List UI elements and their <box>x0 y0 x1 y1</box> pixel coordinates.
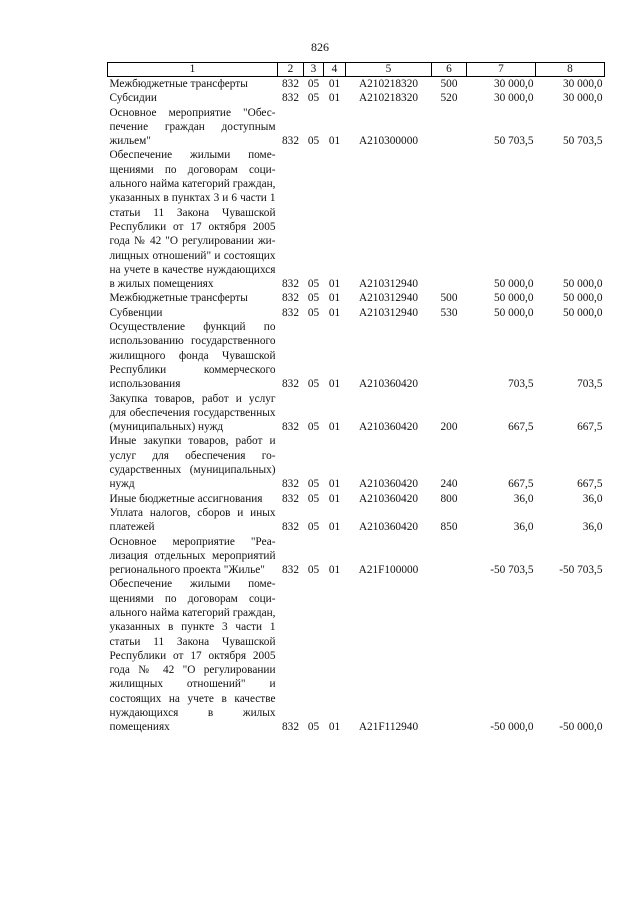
row-code: 832 <box>282 492 299 505</box>
row-name: Субсидии <box>109 92 157 105</box>
table-row <box>108 492 605 506</box>
row-name: Обеспечение жилыми помещениями по договорам социального найма категорий граждан, указанных в пунктах 3 и 6 части 1 статьи 11 Закона Чувашской Республики от 17 октября 2005 года № 42 "О регулировании жилищных отношений" и состоящих на учете в качестве нуждающихся в жилых помещениях <box>109 149 276 291</box>
row-name: Межбюджетные трансферты <box>109 78 248 90</box>
header-col-4: 4 <box>324 63 346 77</box>
row-amount-1: 50 000,0 <box>493 292 534 305</box>
row-subsection: 01 <box>328 92 341 105</box>
row-amount-2: 50 000,0 <box>562 306 603 319</box>
header-col-8: 8 <box>536 63 605 77</box>
header-col-6: 6 <box>432 63 467 77</box>
row-code: 832 <box>282 292 299 305</box>
table-row <box>108 434 605 491</box>
row-target-article: А210312940 <box>359 292 418 305</box>
row-target-article: А21F100000 <box>358 564 419 577</box>
row-section: 05 <box>307 721 320 734</box>
row-code: 832 <box>282 306 299 319</box>
row-amount-1: 50 703,5 <box>493 135 534 148</box>
row-subsection: 01 <box>328 135 341 148</box>
table-row <box>108 77 605 92</box>
row-name: Межбюджетные трансферты <box>109 292 248 305</box>
budget-table <box>107 62 605 735</box>
row-section: 05 <box>307 478 320 491</box>
row-target-article: А210360420 <box>359 492 418 505</box>
row-expense-type <box>432 535 467 578</box>
row-target-article: А210360420 <box>359 521 418 534</box>
row-target-article: А210218320 <box>359 78 418 90</box>
table-row <box>108 306 605 320</box>
row-amount-1: -50 703,5 <box>490 564 534 577</box>
row-section: 05 <box>307 292 320 305</box>
row-amount-2: 50 000,0 <box>562 292 603 305</box>
table-row <box>108 320 605 391</box>
row-code: 832 <box>282 135 299 148</box>
row-amount-2: 667,5 <box>577 478 603 491</box>
row-section: 05 <box>307 521 320 534</box>
row-amount-1: 30 000,0 <box>493 78 534 90</box>
row-expense-type: 530 <box>440 306 458 319</box>
row-subsection: 01 <box>328 421 341 434</box>
row-amount-2: 36,0 <box>582 492 603 505</box>
row-name: Субвенции <box>109 306 163 319</box>
row-amount-1: 36,0 <box>513 521 534 534</box>
table-row <box>108 91 605 105</box>
row-name: Осуществление функций по использованию государственного жилищного фонда Чувашской Республики коммерческого использования <box>109 321 276 391</box>
row-code: 832 <box>282 278 299 291</box>
row-name: Основное мероприятие "Реализация отдельных мероприятий регионального проекта "Жилье" <box>109 535 276 577</box>
row-name: Уплата налогов, сборов и иных платежей <box>109 506 276 534</box>
row-section: 05 <box>307 306 320 319</box>
row-code: 832 <box>282 721 299 734</box>
row-subsection: 01 <box>328 78 341 90</box>
row-amount-1: 50 000,0 <box>493 306 534 319</box>
row-expense-type: 800 <box>440 492 458 505</box>
row-amount-1: 703,5 <box>508 378 534 391</box>
row-subsection: 01 <box>328 521 341 534</box>
row-amount-2: 30 000,0 <box>562 92 603 105</box>
row-expense-type <box>432 148 467 291</box>
row-target-article: А210360420 <box>359 378 418 391</box>
table-row <box>108 106 605 149</box>
row-subsection: 01 <box>328 478 341 491</box>
row-code: 832 <box>282 78 299 90</box>
row-subsection: 01 <box>328 721 341 734</box>
row-name: Иные закупки товаров, работ и услуг для обеспечения государственных (муниципальных) нужд <box>109 435 276 491</box>
table-header <box>108 63 605 77</box>
table-row <box>108 392 605 435</box>
row-code: 832 <box>282 421 299 434</box>
row-name: Основное мероприятие "Обеспечение граждан доступным жильем" <box>109 106 276 148</box>
row-code: 832 <box>282 564 299 577</box>
row-amount-2: 30 000,0 <box>562 78 603 90</box>
row-name: Обеспечение жилыми помещениями по договорам социального найма категорий граждан, указанных в пункте 3 части 1 статьи 11 Закона Чувашской Республики от 17 октября 2005 года № 42 "О регулировании жилищных отношений" и состоящих на учете в качестве нуждающихся в жилых помещениях <box>109 578 276 734</box>
row-subsection: 01 <box>328 306 341 319</box>
row-amount-2: 703,5 <box>577 378 603 391</box>
row-expense-type: 240 <box>440 478 458 491</box>
header-col-1: 1 <box>108 63 278 77</box>
header-row <box>108 63 605 77</box>
row-target-article: А210360420 <box>359 421 418 434</box>
row-section: 05 <box>307 421 320 434</box>
row-amount-1: -50 000,0 <box>490 721 534 734</box>
row-target-article: А210300000 <box>359 135 418 148</box>
row-subsection: 01 <box>328 564 341 577</box>
row-expense-type: 850 <box>440 521 458 534</box>
row-section: 05 <box>307 278 320 291</box>
row-target-article: А210218320 <box>359 92 418 105</box>
header-col-7: 7 <box>467 63 536 77</box>
row-amount-1: 667,5 <box>508 421 534 434</box>
row-amount-1: 50 000,0 <box>493 278 534 291</box>
row-section: 05 <box>307 135 320 148</box>
row-name: Закупка товаров, работ и услуг для обеспечения государственных (муниципальных) нужд <box>109 392 276 434</box>
table-row <box>108 535 605 578</box>
row-code: 832 <box>282 378 299 391</box>
header-col-2: 2 <box>278 63 304 77</box>
row-subsection: 01 <box>328 292 341 305</box>
row-section: 05 <box>307 78 320 90</box>
row-section: 05 <box>307 492 320 505</box>
row-target-article: А210312940 <box>359 306 418 319</box>
header-col-3: 3 <box>304 63 324 77</box>
row-amount-2: 667,5 <box>577 421 603 434</box>
row-target-article: А210360420 <box>359 478 418 491</box>
row-subsection: 01 <box>328 378 341 391</box>
row-amount-1: 667,5 <box>508 478 534 491</box>
row-code: 832 <box>282 478 299 491</box>
row-target-article: А21F112940 <box>358 721 419 734</box>
row-section: 05 <box>307 92 320 105</box>
page-number: 826 <box>311 40 329 54</box>
row-amount-2: 36,0 <box>582 521 603 534</box>
row-expense-type <box>432 320 467 391</box>
row-expense-type: 200 <box>440 421 458 434</box>
row-amount-2: 50 000,0 <box>562 278 603 291</box>
row-amount-1: 36,0 <box>513 492 534 505</box>
table-body <box>108 77 605 735</box>
row-name: Иные бюджетные ассигнования <box>109 492 263 505</box>
row-section: 05 <box>307 378 320 391</box>
table-row <box>108 291 605 305</box>
header-col-5: 5 <box>346 63 432 77</box>
row-amount-1: 30 000,0 <box>493 92 534 105</box>
row-expense-type: 520 <box>440 92 458 105</box>
row-expense-type <box>432 106 467 149</box>
row-amount-2: 50 703,5 <box>562 135 603 148</box>
row-section: 05 <box>307 564 320 577</box>
row-amount-2: -50 000,0 <box>559 721 603 734</box>
row-expense-type <box>432 577 467 734</box>
row-code: 832 <box>282 92 299 105</box>
row-amount-2: -50 703,5 <box>559 564 603 577</box>
table-row <box>108 506 605 535</box>
row-subsection: 01 <box>328 492 341 505</box>
row-expense-type: 500 <box>440 292 458 305</box>
row-subsection: 01 <box>328 278 341 291</box>
row-code: 832 <box>282 521 299 534</box>
table-row <box>108 148 605 291</box>
table-row <box>108 577 605 734</box>
row-expense-type: 500 <box>440 78 458 90</box>
row-target-article: А210312940 <box>359 278 418 291</box>
